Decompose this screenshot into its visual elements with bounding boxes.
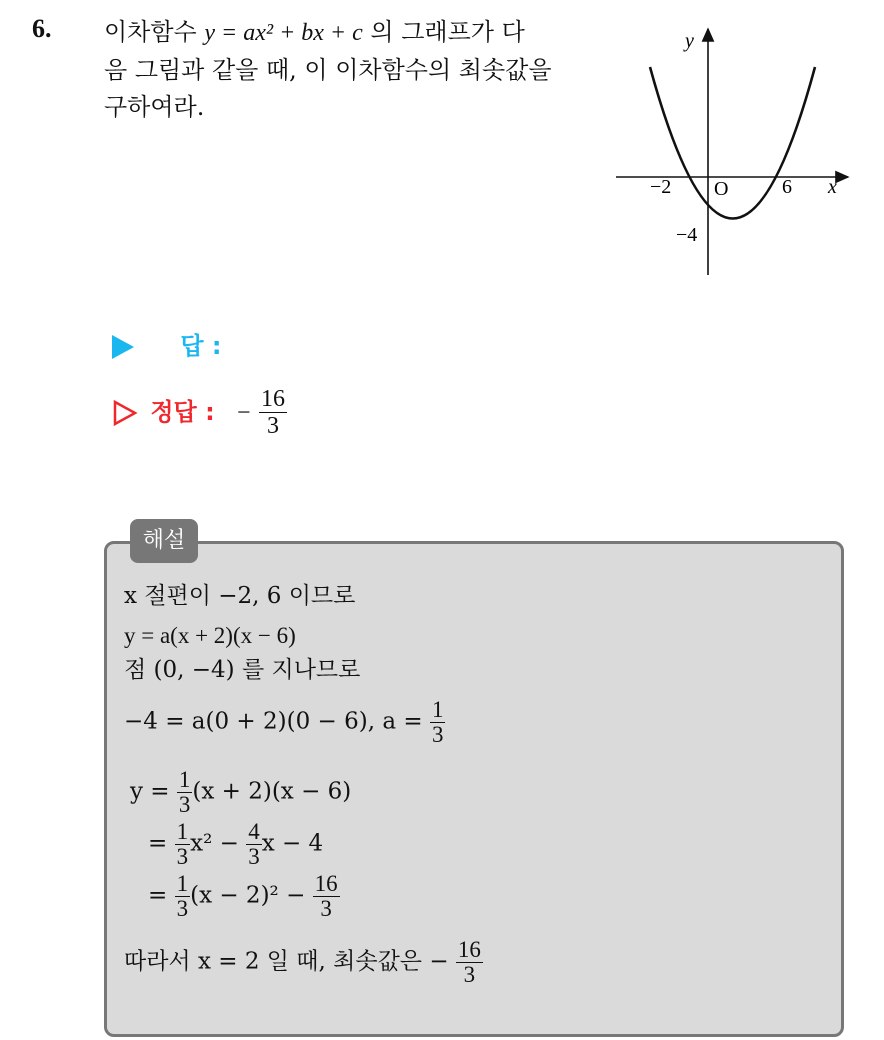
correct-answer-sign: − — [237, 399, 251, 426]
fraction-denominator: 3 — [176, 844, 189, 869]
fraction-numerator: 16 — [457, 937, 481, 962]
y-axis-label: y — [685, 30, 694, 52]
solution-line6-mid: x² − — [190, 830, 239, 857]
answer-label: 답 : — [180, 332, 222, 360]
fraction-denominator: 3 — [178, 792, 191, 817]
solution-line7-fraction-1 — [175, 872, 191, 921]
solution-line-1: x 절편이 −2, 6 이므로 — [124, 583, 356, 609]
fraction-denominator: 3 — [431, 722, 444, 747]
solution-line-4 — [124, 698, 445, 747]
correct-answer-fraction — [259, 386, 287, 439]
x-intercept-left-label: −2 — [650, 176, 672, 198]
solution-line-3: 점 (0, −4) 를 지나므로 — [124, 657, 361, 683]
correct-answer-numerator: 16 — [260, 386, 285, 412]
question-text — [104, 14, 594, 126]
correct-triangle-icon — [112, 400, 138, 426]
question-line-2: 음 그림과 같을 때, 이 이차함수의 최솟값을 — [104, 56, 552, 84]
question-line1-pre: 이차함수 — [104, 18, 197, 46]
solution-line-6 — [148, 820, 323, 869]
fraction-numerator: 1 — [176, 819, 189, 844]
solution-line8-fraction — [456, 938, 483, 987]
fraction-denominator: 3 — [320, 896, 332, 921]
solution-line6-pre: = — [148, 830, 168, 857]
correct-answer-label: 정답 : — [150, 397, 215, 426]
fraction-numerator: 1 — [431, 697, 444, 722]
question-line-3: 구하여라. — [104, 93, 205, 121]
question-equation: y = ax² + bx + c — [204, 20, 363, 46]
fraction-numerator: 16 — [314, 871, 338, 896]
solution-line6-fraction-2 — [246, 820, 262, 869]
fraction-numerator: 4 — [248, 819, 260, 844]
answer-row — [112, 326, 222, 361]
solution-tag: 해설 — [130, 519, 198, 563]
solution-line-5 — [130, 768, 351, 817]
question-number: 6. — [32, 14, 52, 43]
origin-label: O — [714, 178, 729, 200]
fraction-denominator: 3 — [176, 896, 189, 921]
solution-line7-fraction-2 — [313, 872, 340, 921]
fraction-numerator: 1 — [178, 767, 191, 792]
solution-line4-text: −4 = a(0 + 2)(0 − 6), a = — [124, 708, 423, 735]
solution-line-2: y = a(x + 2)(x − 6) — [124, 623, 296, 648]
x-axis-label: x — [828, 176, 837, 198]
question-line-1 — [104, 14, 594, 52]
solution-line8-text: 따라서 x = 2 일 때, 최솟값은 − — [124, 948, 449, 975]
solution-line6-fraction-1 — [175, 820, 191, 869]
fraction-numerator: 1 — [176, 871, 189, 896]
answer-triangle-icon — [112, 335, 134, 359]
correct-answer-denominator: 3 — [266, 413, 279, 439]
y-intercept-label: −4 — [676, 224, 698, 246]
question-line1-post: 의 그래프가 다 — [370, 18, 525, 46]
x-intercept-right-label: 6 — [782, 176, 792, 198]
solution-line5-fraction — [177, 768, 193, 817]
solution-line5-post: (x + 2)(x − 6) — [192, 778, 352, 805]
fraction-denominator: 3 — [463, 962, 476, 987]
solution-line-8 — [124, 938, 483, 987]
solution-line5-pre: y = — [130, 778, 170, 805]
correct-answer-row — [112, 386, 287, 439]
parabola-graph — [610, 25, 850, 285]
solution-line-7 — [148, 872, 340, 921]
fraction-denominator: 3 — [248, 844, 260, 869]
solution-line7-pre: = — [148, 882, 168, 909]
solution-line4-fraction — [430, 698, 446, 747]
solution-line6-post: x − 4 — [261, 830, 324, 857]
solution-line7-mid: (x − 2)² − — [190, 882, 306, 909]
